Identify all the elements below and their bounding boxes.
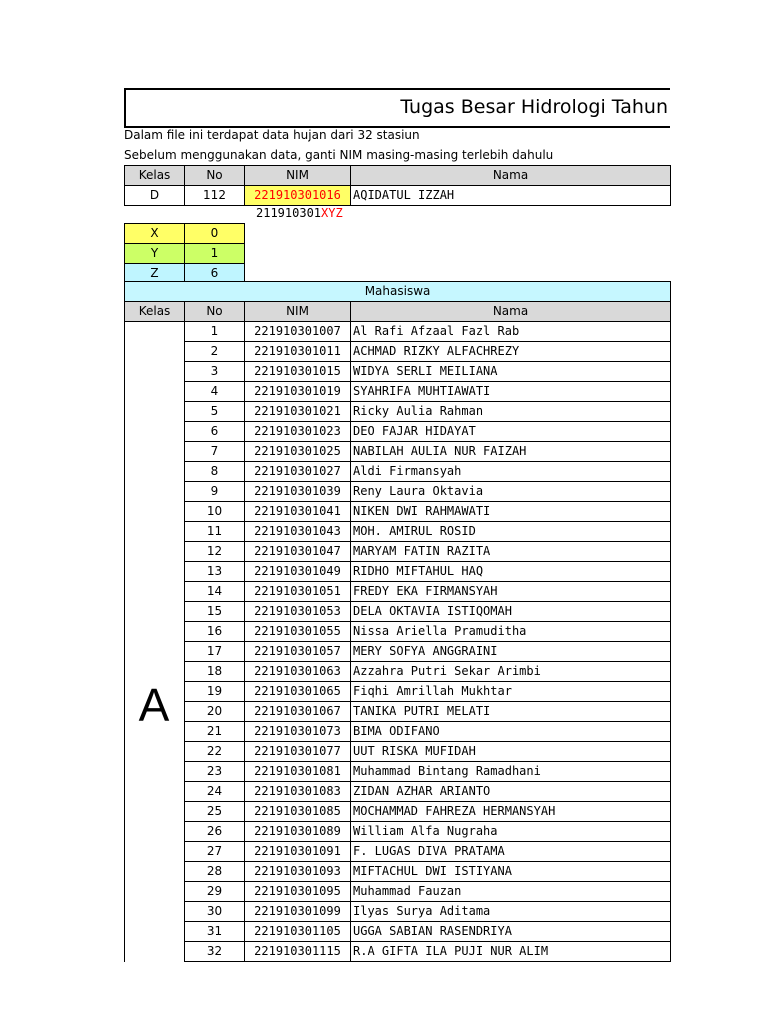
row-no[interactable]: 15	[185, 602, 245, 622]
note-line-1: Dalam file ini terdapat data hujan dari 32 stasiun	[124, 128, 420, 142]
table-row	[125, 482, 671, 502]
row-nama[interactable]: R.A GIFTA ILA PUJI NUR ALIM	[351, 942, 671, 962]
table-row	[125, 802, 671, 822]
mahasiswa-table	[124, 281, 671, 962]
mahasiswa-header-row	[125, 302, 671, 322]
table-row	[125, 822, 671, 842]
table-row	[125, 782, 671, 802]
row-nama[interactable]: F. LUGAS DIVA PRATAMA	[351, 842, 671, 862]
table-row	[125, 762, 671, 782]
row-nama[interactable]: Ricky Aulia Rahman	[351, 402, 671, 422]
table-row	[125, 582, 671, 602]
header-no: No	[185, 166, 245, 186]
table-row	[125, 502, 671, 522]
x-label: X	[125, 224, 185, 244]
table-row	[125, 462, 671, 482]
row-nama[interactable]: Fiqhi Amrillah Mukhtar	[351, 682, 671, 702]
row-nama[interactable]: RIDHO MIFTAHUL HAQ	[351, 562, 671, 582]
row-no[interactable]: 32	[185, 942, 245, 962]
row-nim[interactable]: 221910301065	[245, 682, 351, 702]
row-no[interactable]: 10	[185, 502, 245, 522]
x-value[interactable]: 0	[185, 224, 245, 244]
row-no[interactable]: 3	[185, 362, 245, 382]
row-nama[interactable]: Azzahra Putri Sekar Arimbi	[351, 662, 671, 682]
row-nim[interactable]: 221910301057	[245, 642, 351, 662]
header-nama: Nama	[351, 166, 671, 186]
mhs-header-nim: NIM	[245, 302, 351, 322]
row-nim[interactable]: 221910301105	[245, 922, 351, 942]
table-row	[125, 542, 671, 562]
row-nim[interactable]: 221910301039	[245, 482, 351, 502]
mhs-header-nama: Nama	[351, 302, 671, 322]
table-row	[125, 842, 671, 862]
row-no[interactable]: 17	[185, 642, 245, 662]
kelas-a-label: A	[138, 679, 170, 731]
table-row	[125, 622, 671, 642]
note-line-2: Sebelum menggunakan data, ganti NIM masing-masing terlebih dahulu	[124, 148, 554, 162]
row-nim[interactable]: 221910301051	[245, 582, 351, 602]
table-row	[125, 942, 671, 962]
table-row	[125, 742, 671, 762]
row-nim[interactable]: 221910301053	[245, 602, 351, 622]
row-no[interactable]: 4	[185, 382, 245, 402]
header-nim: NIM	[245, 166, 351, 186]
row-nama[interactable]: Reny Laura Oktavia	[351, 482, 671, 502]
row-nim[interactable]: 221910301077	[245, 742, 351, 762]
row-no[interactable]: 29	[185, 882, 245, 902]
z-value[interactable]: 6	[185, 264, 245, 284]
xyz-row-y	[125, 244, 245, 264]
row-nim[interactable]: 221910301091	[245, 842, 351, 862]
table-row	[125, 722, 671, 742]
row-nama[interactable]: DELA OKTAVIA ISTIQOMAH	[351, 602, 671, 622]
row-no[interactable]: 26	[185, 822, 245, 842]
student-info-row	[125, 186, 671, 206]
row-nama[interactable]: Muhammad Bintang Ramadhani	[351, 762, 671, 782]
nim-hint	[256, 206, 343, 220]
row-nama[interactable]: MARYAM FATIN RAZITA	[351, 542, 671, 562]
table-row	[125, 362, 671, 382]
table-row	[125, 402, 671, 422]
row-no[interactable]: 30	[185, 902, 245, 922]
row-no[interactable]: 23	[185, 762, 245, 782]
row-no[interactable]: 31	[185, 922, 245, 942]
row-nim[interactable]: 221910301019	[245, 382, 351, 402]
header-kelas: Kelas	[125, 166, 185, 186]
row-no[interactable]: 6	[185, 422, 245, 442]
row-nama[interactable]: TANIKA PUTRI MELATI	[351, 702, 671, 722]
row-nim[interactable]: 221910301021	[245, 402, 351, 422]
row-nim[interactable]: 221910301063	[245, 662, 351, 682]
row-no[interactable]: 25	[185, 802, 245, 822]
row-nim[interactable]: 221910301073	[245, 722, 351, 742]
nim-hint-prefix: 211910301	[256, 206, 322, 220]
table-row	[125, 602, 671, 622]
table-row	[125, 922, 671, 942]
row-nim[interactable]: 221910301095	[245, 882, 351, 902]
row-nama[interactable]: Ilyas Surya Aditama	[351, 902, 671, 922]
mahasiswa-title-row	[125, 282, 671, 302]
row-nama[interactable]: NIKEN DWI RAHMAWATI	[351, 502, 671, 522]
row-no[interactable]: 16	[185, 622, 245, 642]
row-nama[interactable]: MOH. AMIRUL ROSID	[351, 522, 671, 542]
row-no[interactable]: 13	[185, 562, 245, 582]
table-row	[125, 442, 671, 462]
table-row	[125, 662, 671, 682]
row-no[interactable]: 7	[185, 442, 245, 462]
student-info-table	[124, 165, 671, 206]
mhs-header-kelas: Kelas	[125, 302, 185, 322]
table-row	[125, 702, 671, 722]
row-nim[interactable]: 221910301055	[245, 622, 351, 642]
row-nim[interactable]: 221910301041	[245, 502, 351, 522]
table-row	[125, 322, 671, 342]
row-no[interactable]: 2	[185, 342, 245, 362]
row-nim[interactable]: 221910301067	[245, 702, 351, 722]
row-nim[interactable]: 221910301023	[245, 422, 351, 442]
row-nim[interactable]: 221910301047	[245, 542, 351, 562]
row-no[interactable]: 1	[185, 322, 245, 342]
row-no[interactable]: 14	[185, 582, 245, 602]
row-no[interactable]: 18	[185, 662, 245, 682]
page-title: Tugas Besar Hidrologi Tahun	[124, 90, 670, 126]
row-nim[interactable]: 221910301027	[245, 462, 351, 482]
row-nama[interactable]: DEO FAJAR HIDAYAT	[351, 422, 671, 442]
row-nim[interactable]: 221910301043	[245, 522, 351, 542]
row-no[interactable]: 20	[185, 702, 245, 722]
row-no[interactable]: 21	[185, 722, 245, 742]
row-nama[interactable]: ZIDAN AZHAR ARIANTO	[351, 782, 671, 802]
student-nama[interactable]: AQIDATUL IZZAH	[351, 186, 671, 206]
row-nim[interactable]: 221910301011	[245, 342, 351, 362]
row-nim[interactable]: 221910301089	[245, 822, 351, 842]
row-nama[interactable]: UGGA SABIAN RASENDRIYA	[351, 922, 671, 942]
y-value[interactable]: 1	[185, 244, 245, 264]
table-row	[125, 342, 671, 362]
row-no[interactable]: 24	[185, 782, 245, 802]
table-row	[125, 562, 671, 582]
row-nama[interactable]: UUT RISKA MUFIDAH	[351, 742, 671, 762]
row-no[interactable]: 22	[185, 742, 245, 762]
row-nama[interactable]: Nissa Ariella Pramuditha	[351, 622, 671, 642]
row-nim[interactable]: 221910301083	[245, 782, 351, 802]
row-nama[interactable]: WIDYA SERLI MEILIANA	[351, 362, 671, 382]
row-nama[interactable]: MOCHAMMAD FAHREZA HERMANSYAH	[351, 802, 671, 822]
row-no[interactable]: 5	[185, 402, 245, 422]
table-row	[125, 902, 671, 922]
y-label: Y	[125, 244, 185, 264]
row-nama[interactable]: FREDY EKA FIRMANSYAH	[351, 582, 671, 602]
nim-hint-suffix: XYZ	[321, 206, 343, 220]
row-nama[interactable]: Muhammad Fauzan	[351, 882, 671, 902]
mahasiswa-section-title: Mahasiswa	[125, 282, 671, 302]
table-row	[125, 522, 671, 542]
row-nama[interactable]: Al Rafi Afzaal Fazl Rab	[351, 322, 671, 342]
xyz-row-x	[125, 224, 245, 244]
row-nim[interactable]: 221910301007	[245, 322, 351, 342]
row-no[interactable]: 8	[185, 462, 245, 482]
row-nama[interactable]: William Alfa Nugraha	[351, 822, 671, 842]
student-kelas[interactable]: D	[125, 186, 185, 206]
row-nama[interactable]: SYAHRIFA MUHTIAWATI	[351, 382, 671, 402]
row-nama[interactable]: BIMA ODIFANO	[351, 722, 671, 742]
row-nama[interactable]: Aldi Firmansyah	[351, 462, 671, 482]
row-nim[interactable]: 221910301115	[245, 942, 351, 962]
row-no[interactable]: 19	[185, 682, 245, 702]
table-row	[125, 642, 671, 662]
row-nama[interactable]: MIFTACHUL DWI ISTIYANA	[351, 862, 671, 882]
row-nama[interactable]: NABILAH AULIA NUR FAIZAH	[351, 442, 671, 462]
table-row	[125, 862, 671, 882]
z-label: Z	[125, 264, 185, 284]
table-row	[125, 422, 671, 442]
student-no[interactable]: 112	[185, 186, 245, 206]
row-no[interactable]: 11	[185, 522, 245, 542]
row-nim[interactable]: 221910301085	[245, 802, 351, 822]
row-no[interactable]: 28	[185, 862, 245, 882]
mhs-header-no: No	[185, 302, 245, 322]
row-nim[interactable]: 221910301015	[245, 362, 351, 382]
table-row	[125, 682, 671, 702]
row-no[interactable]: 27	[185, 842, 245, 862]
row-nama[interactable]: ACHMAD RIZKY ALFACHREZY	[351, 342, 671, 362]
student-info-header-row	[125, 166, 671, 186]
student-nim[interactable]: 221910301016	[245, 186, 351, 206]
row-nim[interactable]: 221910301099	[245, 902, 351, 922]
xyz-table	[124, 223, 245, 284]
table-row	[125, 882, 671, 902]
row-nama[interactable]: MERY SOFYA ANGGRAINI	[351, 642, 671, 662]
row-no[interactable]: 9	[185, 482, 245, 502]
table-row	[125, 382, 671, 402]
row-nim[interactable]: 221910301081	[245, 762, 351, 782]
row-nim[interactable]: 221910301093	[245, 862, 351, 882]
row-nim[interactable]: 221910301025	[245, 442, 351, 462]
row-nim[interactable]: 221910301049	[245, 562, 351, 582]
kelas-merged-cell	[125, 322, 185, 962]
row-no[interactable]: 12	[185, 542, 245, 562]
